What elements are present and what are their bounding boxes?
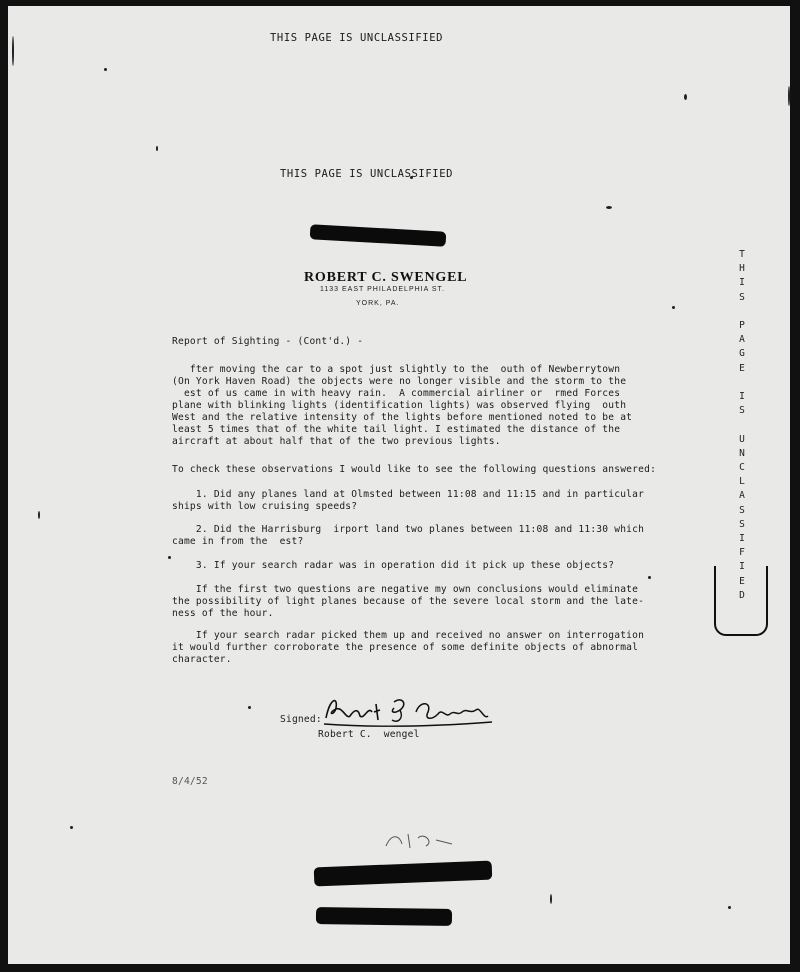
speck xyxy=(156,146,158,151)
text-line: ness of the hour. xyxy=(172,608,274,619)
text-line: If your search radar picked them up and received no answer on interrogation xyxy=(172,630,645,641)
text-line: West and the relative intensity of the lights before mentioned noted to be at xyxy=(172,412,633,423)
unclassified-banner-top: THIS PAGE IS UNCLASSIFIED xyxy=(270,32,444,44)
speck xyxy=(648,576,651,579)
speck xyxy=(606,206,612,209)
handwritten-signature xyxy=(320,690,496,732)
faint-marks xyxy=(378,826,468,856)
speck xyxy=(70,826,73,829)
speck xyxy=(788,86,790,106)
question-3: 3. If your search radar was in operation did it pick up these objects? xyxy=(172,560,615,571)
question-1 xyxy=(172,489,644,513)
report-title: Report of Sighting - (Cont'd.) - xyxy=(172,336,364,347)
unclassified-banner-middle: THIS PAGE IS UNCLASSIFIED xyxy=(280,168,454,180)
text-line: fter moving the car to a spot just slightly to the outh of Newberrytown xyxy=(172,364,621,375)
paragraph-2 xyxy=(172,584,644,620)
text-line: If the first two questions are negative my own conclusions would eliminate xyxy=(172,584,639,595)
paragraph-3 xyxy=(172,630,644,666)
speck xyxy=(38,511,40,519)
text-line: plane with blinking lights (identification lights) was observed flying outh xyxy=(172,400,627,411)
letterhead-street: 1133 EAST PHILADELPHIA ST. xyxy=(320,286,445,293)
text-line: 2. Did the Harrisburg irport land two planes between 11:08 and 11:30 which xyxy=(172,524,645,535)
questions-intro: To check these observations I would like to see the following questions answered: xyxy=(172,464,657,475)
speck xyxy=(104,68,107,71)
page-tab-bracket xyxy=(714,566,768,636)
document-page xyxy=(8,6,790,964)
text-line: aircraft at about half that of the two previous lights. xyxy=(172,436,501,447)
speck xyxy=(550,894,552,904)
text-line: came in from the est? xyxy=(172,536,304,547)
text-line: character. xyxy=(172,654,232,665)
text-line: est of us came in with heavy rain. A commercial airliner or rmed Forces xyxy=(172,388,621,399)
letterhead-name: ROBERT C. SWENGEL xyxy=(304,270,468,285)
speck xyxy=(684,94,687,100)
typed-name: Robert C. wengel xyxy=(318,729,420,740)
signed-label: Signed: xyxy=(280,714,322,725)
text-line: ships with low cruising speeds? xyxy=(172,501,358,512)
text-line: (On York Haven Road) the objects were no longer visible and the storm to the xyxy=(172,376,627,387)
text-line: the possibility of light planes because of the severe local storm and the late- xyxy=(172,596,645,607)
text-line: 1. Did any planes land at Olmsted between 11:08 and 11:15 and in particular xyxy=(172,489,645,500)
redaction-bar xyxy=(314,861,493,887)
redaction-bar xyxy=(310,224,447,247)
speck xyxy=(168,556,171,559)
text-line: least 5 times that of the white tail light. I estimated the distance of the xyxy=(172,424,621,435)
speck xyxy=(248,706,251,709)
text-line: it would further corroborate the presence of some definite objects of abnormal xyxy=(172,642,639,653)
speck xyxy=(12,36,14,66)
redaction-bar xyxy=(316,907,452,926)
question-2 xyxy=(172,524,644,548)
date-stamp: 8/4/52 xyxy=(172,776,208,787)
speck xyxy=(672,306,675,309)
speck xyxy=(728,906,731,909)
unclassified-banner-vertical: T H I S P A G E I S U N C L A S S I F I E D xyxy=(739,249,745,601)
letterhead-city: YORK, PA. xyxy=(356,300,400,307)
paragraph-1 xyxy=(172,364,632,448)
